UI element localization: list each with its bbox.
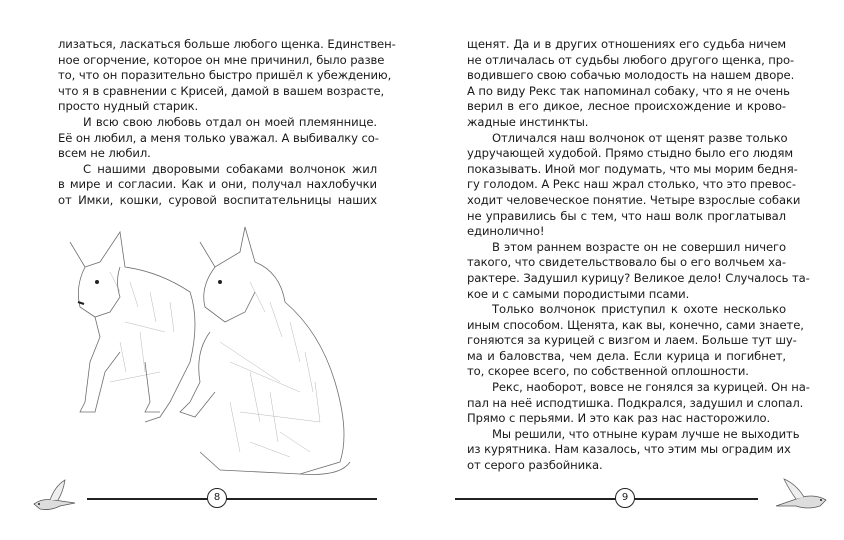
text-line: что я в сравнении с Крисей, дамой в вашем возрасте, xyxy=(58,83,385,98)
wolf-cubs-illustration xyxy=(50,212,380,487)
footer-rule xyxy=(455,498,758,500)
left-page-text xyxy=(58,37,396,209)
footer-rule xyxy=(87,498,377,500)
text-line: всем не любил. xyxy=(58,146,151,161)
text-line: в мире и согласии. Как и они, получал нахлобучки xyxy=(58,177,377,192)
text-line: от Имки, кошки, суровой воспитательницы наших xyxy=(58,192,377,207)
text-line: показывать. Иной мог подумать, что мы морим бедня- xyxy=(467,161,798,176)
page-number: 8 xyxy=(207,488,227,508)
text-line: верил в его дикое, лесное происхождение и крово- xyxy=(467,99,786,114)
text-line: Только волчонок приступил к охоте несколько xyxy=(492,302,786,317)
text-line: ное огорчение, которое он мне причинил, было разве xyxy=(58,52,385,67)
text-line: лизаться, ласкаться больше любого щенка. Единствен- xyxy=(58,37,396,51)
text-line: гоняются за курицей с визгом и лаем. Больше тут шу- xyxy=(467,333,797,348)
text-line: удручающей худобой. Прямо стыдно было его людям xyxy=(467,146,793,161)
text-line: Рекс, наоборот, вовсе не гонялся за курицей. Он на- xyxy=(492,380,810,395)
sparrow-icon xyxy=(770,476,830,516)
text-line: ходит человеческое понятие. Четыре взрослые собаки xyxy=(467,192,801,207)
text-line: такого, что свидетельствовало бы о его волчьем ха- xyxy=(467,255,786,270)
sparrow-icon xyxy=(30,478,80,518)
text-line: А по виду Рекс так напоминал собаку, что я не очень xyxy=(467,83,790,98)
text-line: водившего свою собачью молодость на нашем дворе. xyxy=(467,68,795,83)
text-line: не отличалась от судьбы любого другого щенка, про- xyxy=(467,52,795,67)
text-line: И всю свою любовь отдал он моей племяннице. xyxy=(83,114,377,129)
text-line: Отличался наш волчонок от щенят разве только xyxy=(492,130,788,145)
text-line: В этом раннем возрасте он не совершил ничего xyxy=(492,239,786,254)
text-line: то, скорее всего, по собственной оплошности. xyxy=(467,364,749,379)
page-number: 9 xyxy=(615,488,635,508)
text-line: кое и с самыми породистыми псами. xyxy=(467,286,690,301)
text-line: то, что он поразительно быстро пришёл к убеждению, xyxy=(58,68,392,83)
text-line: Мы решили, что отныне курам лучше не выходить xyxy=(492,426,800,441)
text-line: гу голодом. А Рекс наш жрал столько, что это превос- xyxy=(467,177,796,192)
text-line: щенят. Да и в других отношениях его судьба ничем xyxy=(467,37,786,51)
right-page-text xyxy=(467,37,810,474)
text-line: от серого разбойника. xyxy=(467,458,603,473)
text-line: Прямо с перьями. И это как раз нас насторожило. xyxy=(467,411,771,426)
text-line: рактере. Задушил курицу? Великое дело! Случалось та- xyxy=(467,270,810,285)
text-line: ма и баловства, чем дела. Если курица и погибнет, xyxy=(467,348,786,363)
text-line: просто нудный старик. xyxy=(58,99,199,114)
text-line: из курятника. Нам казалось, что этим мы оградим их xyxy=(467,442,791,457)
text-line: не управились бы с тем, что наш волк проглатывал xyxy=(467,208,786,223)
text-line: Её он любил, а меня только уважал. А выбивалку со- xyxy=(58,130,379,145)
text-line: пал на неё исподтишка. Подкрался, задушил и слопал. xyxy=(467,395,804,410)
text-line: С нашими дворовыми собаками волчонок жил xyxy=(83,161,377,176)
text-line: жадные инстинкты. xyxy=(467,114,589,129)
text-line: иным способом. Щенята, как вы, конечно, сами знаете, xyxy=(467,317,804,332)
text-line: единолично! xyxy=(467,224,545,239)
